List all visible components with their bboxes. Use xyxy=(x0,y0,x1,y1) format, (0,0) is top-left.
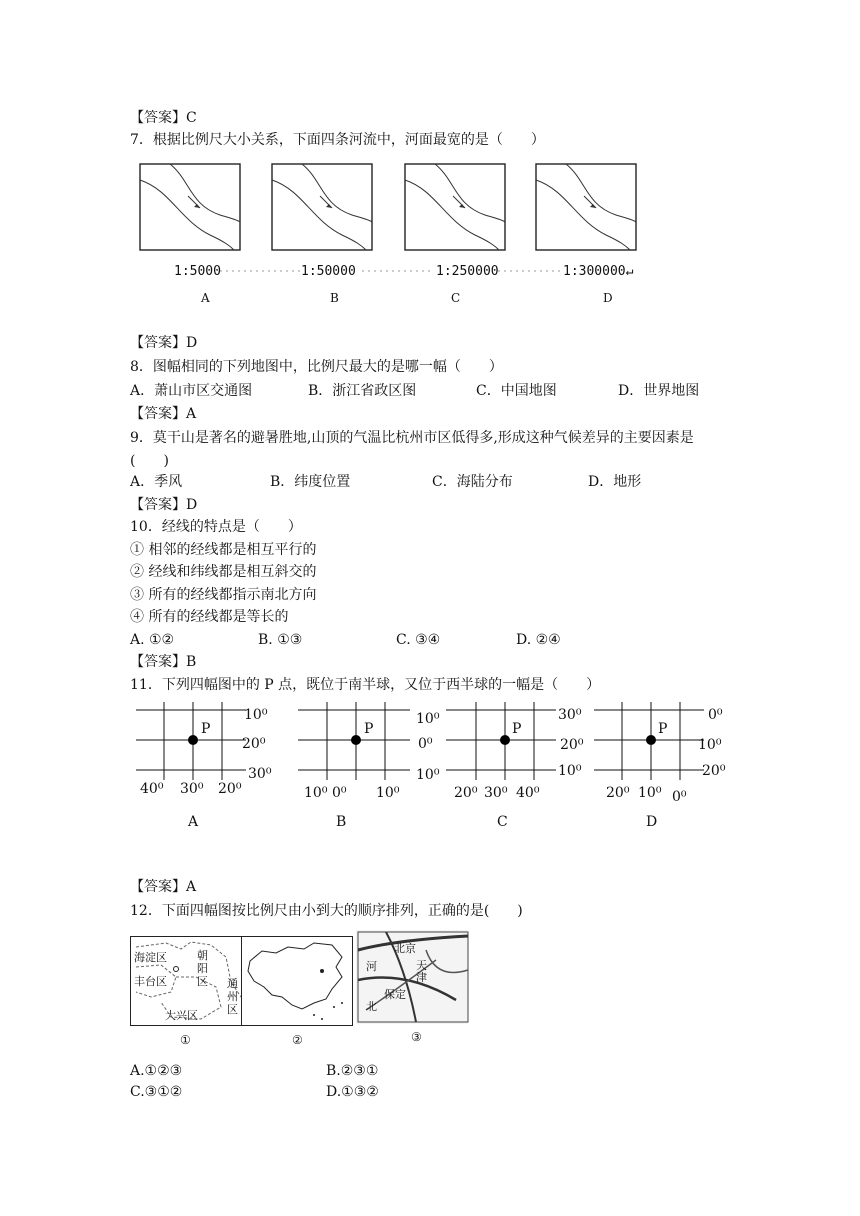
q8-option-b: B．浙江省政区图 xyxy=(308,383,417,399)
grid-d xyxy=(594,702,744,805)
q12-option-a: A.①②③ xyxy=(130,1063,183,1079)
q10-option-c: C. ③④ xyxy=(396,632,441,648)
grid-c-caption: C xyxy=(497,814,508,830)
question-7-stem: 7．根据比例尺大小关系，下面四条河流中，河面最宽的是（ ） xyxy=(130,132,545,148)
lat-label: 20⁰ xyxy=(242,736,266,752)
point-p-dot xyxy=(351,735,361,745)
lon-label: 0⁰ xyxy=(332,785,347,801)
answer-9: 【答案】D xyxy=(130,497,198,513)
point-p-label: P xyxy=(364,721,374,737)
grid-b-caption: B xyxy=(336,814,347,830)
river-map-a xyxy=(140,164,240,250)
lon-label: 10⁰ xyxy=(304,785,328,801)
lat-label: 0⁰ xyxy=(418,736,433,752)
q9-option-a: A．季风 xyxy=(130,474,183,490)
grid-c xyxy=(446,702,596,802)
label-b: B xyxy=(330,291,339,305)
label-a: A xyxy=(201,291,210,305)
map-3-hebei-region xyxy=(356,930,468,1024)
map-2-china xyxy=(241,936,353,1026)
place-label: 北京 xyxy=(394,942,416,955)
q10-item-3: ③ 所有的经线都指示南北方向 xyxy=(130,587,317,603)
map-1-beijing-districts xyxy=(130,936,242,1026)
q12-option-b: B.②③① xyxy=(326,1063,379,1079)
lon-label: 20⁰ xyxy=(218,781,242,797)
lat-label: 10⁰ xyxy=(698,737,722,753)
lon-label: 30⁰ xyxy=(180,781,204,797)
q10-option-a: A. ①② xyxy=(130,632,175,648)
lon-label: 20⁰ xyxy=(454,785,478,801)
answer-6: 【答案】C xyxy=(130,110,197,126)
lat-label: 30⁰ xyxy=(558,707,582,723)
label-c: C xyxy=(451,291,461,305)
q8-option-d: D．世界地图 xyxy=(618,383,700,399)
q10-option-d: D. ②④ xyxy=(516,632,561,648)
question-9-stem-2: ( ) xyxy=(130,453,169,469)
lon-label: 0⁰ xyxy=(672,789,687,805)
map-2-outline xyxy=(242,937,352,1025)
question-10-stem: 10．经线的特点是（ ） xyxy=(130,519,302,535)
point-p-dot xyxy=(188,735,198,745)
q9-option-c: C．海陆分布 xyxy=(432,474,513,490)
river-maps-figure xyxy=(130,160,650,260)
q10-item-2: ② 经线和纬线都是相互斜交的 xyxy=(130,564,317,580)
q12-option-c: C.③①② xyxy=(130,1084,183,1100)
answer-7: 【答案】D xyxy=(130,335,198,351)
lat-label: 20⁰ xyxy=(560,737,584,753)
lon-label: 40⁰ xyxy=(516,785,540,801)
q8-option-c: C．中国地图 xyxy=(476,383,557,399)
map-1-caption: ① xyxy=(180,1033,191,1047)
district-label: 大兴区 xyxy=(165,1009,198,1022)
scale-d: 1:300000↵ xyxy=(563,264,634,279)
q10-option-b: B. ①③ xyxy=(258,632,303,648)
point-p-label: P xyxy=(201,721,211,737)
place-label: 河 xyxy=(366,960,377,973)
grid-b xyxy=(298,702,448,802)
place-label: 保定 xyxy=(384,988,406,1001)
lon-label: 30⁰ xyxy=(484,785,508,801)
place-label: 天津 xyxy=(416,959,427,984)
question-11-stem: 11．下列四幅图中的 P 点，既位于南半球，又位于西半球的一幅是（ ） xyxy=(130,677,601,693)
q9-option-b: B．纬度位置 xyxy=(270,474,351,490)
q12-option-d: D.①③② xyxy=(326,1084,379,1100)
district-label: 丰台区 xyxy=(134,975,167,988)
river-map-b xyxy=(272,164,372,250)
question-8-stem: 8．图幅相同的下列地图中，比例尺最大的是哪一幅（ ） xyxy=(130,359,503,375)
label-d: D xyxy=(603,291,613,305)
lat-label: 10⁰ xyxy=(558,763,582,779)
question-9-stem: 9．莫干山是著名的避暑胜地,山顶的气温比杭州市区低得多,形成这种气候差异的主要因素是 xyxy=(130,430,694,446)
scale-c: 1:250000 xyxy=(436,264,499,279)
map-2-caption: ② xyxy=(292,1033,303,1047)
lon-label: 20⁰ xyxy=(606,785,630,801)
scale-a: 1:5000 xyxy=(174,264,221,279)
lat-label: 10⁰ xyxy=(416,711,440,727)
q10-item-1: ① 相邻的经线都是相互平行的 xyxy=(130,542,317,558)
question-12-stem: 12．下面四幅图按比例尺由小到大的顺序排列，正确的是( ) xyxy=(130,903,523,919)
lon-label: 10⁰ xyxy=(638,785,662,801)
q8-option-a: A．萧山市区交通图 xyxy=(130,383,253,399)
lon-label: 10⁰ xyxy=(376,785,400,801)
lat-label: 20⁰ xyxy=(702,763,726,779)
point-p-dot xyxy=(646,735,656,745)
lat-label: 0⁰ xyxy=(708,707,723,723)
grid-d-caption: D xyxy=(646,814,658,830)
lat-label: 30⁰ xyxy=(248,766,272,782)
q10-item-4: ④ 所有的经线都是等长的 xyxy=(130,609,289,625)
answer-8: 【答案】A xyxy=(130,406,197,422)
q9-option-d: D．地形 xyxy=(588,474,642,490)
point-p-label: P xyxy=(658,721,668,737)
point-p-dot xyxy=(500,735,510,745)
answer-10: 【答案】B xyxy=(130,654,197,670)
river-map-d xyxy=(536,164,636,250)
river-map-c xyxy=(405,164,505,250)
grid-a xyxy=(136,702,276,802)
scale-b: 1:50000 xyxy=(301,264,356,279)
answer-11: 【答案】A xyxy=(130,879,197,895)
grid-a-caption: A xyxy=(188,814,199,830)
point-p-label: P xyxy=(512,721,522,737)
district-label: 海淀区 xyxy=(134,951,167,964)
lon-label: 40⁰ xyxy=(140,781,164,797)
place-label: 北 xyxy=(366,1000,377,1013)
lat-label: 10⁰ xyxy=(416,767,440,783)
map-3-caption: ③ xyxy=(411,1030,422,1044)
district-label: 通州区 xyxy=(227,977,238,1016)
lat-label: 10⁰ xyxy=(244,707,268,723)
district-label: 朝阳区 xyxy=(197,949,208,988)
